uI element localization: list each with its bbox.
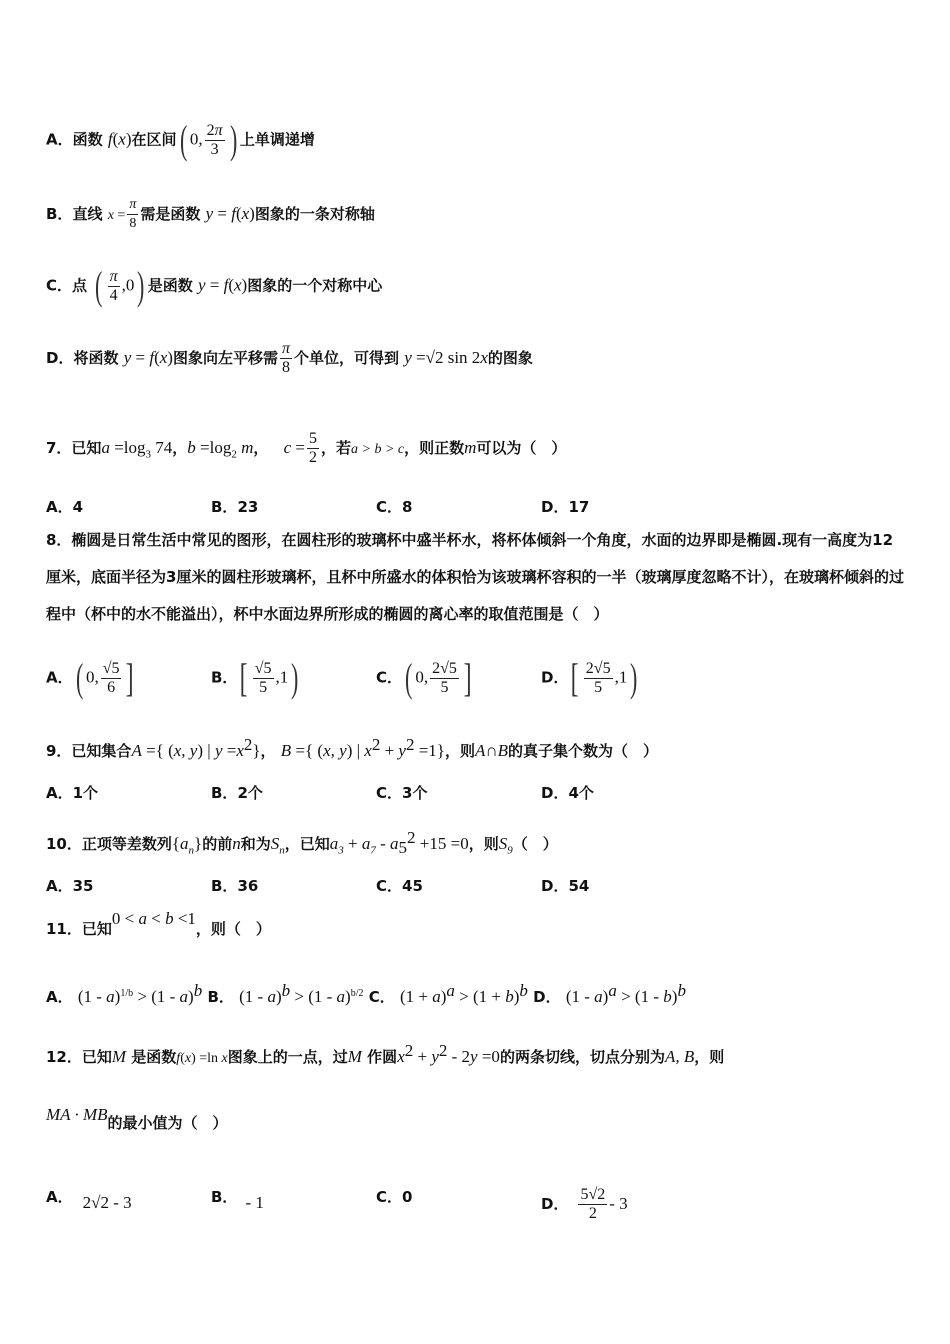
option-text: 函数	[72, 130, 103, 149]
option-label: B．	[207, 988, 234, 1006]
math: > (1 -	[290, 987, 337, 1006]
math: ,1	[275, 667, 289, 687]
q9-option-c	[376, 782, 427, 804]
math: +15 =0	[415, 834, 469, 853]
math: =√2 sin 2	[411, 348, 481, 367]
math: a	[179, 987, 189, 1006]
q7-option-d	[541, 496, 589, 518]
q12-stem: 12．已知M 是函数f(x) =ln x图象上的一点，过M 作圆$x^2 + y^2 - 2y =0$的两条切线，切点分别为A, B，则	[46, 1041, 725, 1066]
math-fraction: $\frac{√5}{6}$	[102, 659, 120, 696]
math: x, y	[173, 741, 198, 760]
math: ,0	[121, 275, 135, 295]
option-label: B．	[211, 498, 238, 516]
question-text: 作圆	[367, 1048, 398, 1066]
math-paren: )	[229, 117, 237, 162]
q12-option-c	[376, 1186, 412, 1208]
math-paren: )	[630, 655, 638, 700]
q9-option-d	[541, 782, 594, 804]
option-value: 45	[402, 877, 423, 895]
question-text: ，则正数	[404, 439, 465, 457]
math: m	[241, 438, 254, 457]
math-bracket: [	[240, 655, 249, 700]
option-label: C．	[376, 784, 403, 802]
math: (	[154, 348, 160, 367]
math: x	[159, 348, 168, 367]
math-fraction: $\frac{2√5}{5}$	[585, 659, 611, 696]
math: f	[176, 1051, 181, 1066]
q10-option-a	[46, 875, 93, 897]
math: x	[397, 1047, 405, 1066]
question-text: 9．已知集合	[46, 742, 132, 760]
math: ={ (	[141, 741, 174, 760]
option-value: 35	[72, 877, 94, 895]
math: $=\log_2$	[195, 438, 237, 461]
math: )	[125, 129, 132, 149]
math: (1 -	[565, 987, 595, 1006]
math: x	[480, 348, 488, 367]
math: B	[280, 741, 292, 760]
math: 0,	[85, 667, 99, 687]
math: M	[347, 1047, 362, 1066]
option-label: C．	[376, 668, 403, 687]
math-fraction: $\frac{\pi}{8}$	[281, 340, 290, 376]
math: <1	[173, 909, 196, 928]
math: ) |	[197, 741, 215, 760]
math: =1}	[414, 741, 445, 760]
math: b	[165, 909, 174, 928]
option-label: A．	[46, 130, 73, 149]
math: x	[184, 1051, 192, 1066]
q12-option-d	[541, 1186, 628, 1223]
q7-option-b	[211, 496, 258, 518]
math-paren: (	[95, 263, 103, 308]
math: )	[241, 275, 248, 295]
math: f	[223, 275, 229, 295]
math-fraction: $\frac{5√2}{2}$	[580, 1186, 606, 1222]
math: b	[187, 438, 196, 457]
math: ={ (	[291, 741, 324, 760]
math: x	[233, 275, 242, 295]
option-value: - 1	[245, 1193, 264, 1212]
math: y	[431, 1047, 439, 1066]
math: $a_7$	[361, 834, 376, 857]
option-value: 17	[568, 498, 590, 516]
math-fraction: $\frac{2\pi}{3}$	[206, 121, 223, 158]
math-fraction: $\frac{√5}{5}$	[254, 659, 272, 696]
option-text: 图象的一条对称轴	[254, 205, 375, 223]
option-label: A．	[46, 668, 73, 687]
option-value: 2个	[237, 784, 263, 802]
option-label: C．	[46, 276, 73, 295]
math: n	[232, 834, 241, 853]
option-text: 在区间	[131, 130, 177, 149]
math: > (1 -	[616, 987, 664, 1006]
math: A	[131, 741, 142, 760]
option-label: D．	[541, 784, 569, 802]
option-label: C．	[376, 1188, 403, 1206]
math: a	[390, 834, 399, 853]
q8-option-d	[541, 655, 641, 700]
question-text: ，	[260, 742, 276, 760]
math: $S_9$	[498, 834, 513, 857]
math: =	[131, 348, 150, 367]
q7-stem	[46, 430, 566, 467]
option-label: D．	[46, 349, 74, 367]
math: }	[252, 741, 261, 760]
math: c	[283, 438, 292, 457]
option-label: B．	[211, 1188, 238, 1206]
question-text: ，则	[468, 835, 499, 853]
math: f	[231, 204, 236, 223]
option-text: 点	[72, 276, 88, 295]
math: )	[114, 987, 121, 1006]
q10-stem: 10．正项等差数列$\{a_n\}$的前n和为$S_n$，已知$a_3 + a_7 - a_5^2 +15 =0$，则$S_9$（ ）	[46, 828, 558, 857]
math: a	[267, 987, 276, 1006]
math-fraction: $\frac{\pi}{4}$	[109, 267, 118, 304]
math: +	[343, 834, 362, 853]
math: (	[228, 275, 234, 295]
math-bracket: [	[571, 655, 580, 700]
question-text: 10．正项等差数列	[46, 835, 172, 853]
math: =0	[477, 1047, 500, 1066]
math-fx: f	[107, 129, 113, 149]
math-fraction: $\frac{5}{2}$	[309, 430, 317, 466]
math: ) =ln	[191, 1051, 222, 1066]
math: 0 <	[111, 909, 139, 928]
math: a	[101, 438, 110, 457]
option-label: D．	[541, 877, 569, 895]
math: $a_3$	[329, 834, 344, 857]
math: -	[375, 834, 391, 853]
math: =	[291, 438, 305, 457]
option-label: B．	[211, 877, 238, 895]
math: f	[149, 348, 155, 367]
option-label: B．	[211, 668, 238, 687]
math-paren: (	[75, 655, 83, 700]
option-label: C．	[376, 877, 403, 895]
q12-option-a	[46, 1186, 132, 1212]
math-paren: (	[405, 655, 413, 700]
math: x	[236, 741, 244, 760]
math: )	[440, 987, 447, 1006]
question-text: （ ）	[512, 835, 558, 853]
math: <	[146, 909, 166, 928]
option-label: A．	[46, 877, 73, 895]
math: =	[113, 208, 126, 223]
math: =	[205, 275, 224, 295]
q12-option-b	[211, 1186, 264, 1212]
math: x	[107, 208, 114, 223]
option-label: A．	[46, 988, 73, 1006]
math: a > b > c	[351, 442, 405, 457]
q10-option-d	[541, 875, 589, 897]
math: > (1 +	[454, 987, 506, 1006]
math-paren: (	[179, 117, 187, 162]
math-paren: )	[137, 263, 145, 308]
question-text: ，若	[321, 439, 352, 457]
math: a	[336, 987, 346, 1006]
question-text: 是函数	[131, 1048, 177, 1066]
math: (1 +	[399, 987, 433, 1006]
math: )	[188, 987, 194, 1006]
q9-stem: 9．已知集合A ={ (x, y) | $y =x^2$}， B ={ (x, y) | $x^2 + y^2 =1$}，则A∩B的真子集个数为（ ）	[46, 735, 659, 760]
math: +	[413, 1047, 432, 1066]
math: y	[214, 741, 223, 760]
math: +	[380, 741, 399, 760]
math-vector: MA · MB	[46, 1105, 108, 1124]
math: ,1	[614, 667, 628, 687]
option-text: 将函数	[73, 349, 119, 367]
q8-option-c	[376, 655, 474, 700]
math: )	[249, 204, 255, 223]
option-text: 图象的一个对称中心	[247, 276, 383, 295]
option-label: D．	[541, 668, 569, 687]
math: x	[221, 1051, 228, 1066]
question-text: 图象上的一点，过	[227, 1048, 348, 1066]
math: y	[205, 204, 214, 223]
q7-option-c	[376, 496, 412, 518]
math: (1 -	[239, 987, 268, 1006]
math: =	[213, 204, 232, 223]
question-text: ，则	[694, 1048, 725, 1066]
math: )	[167, 348, 173, 367]
math: 0,	[415, 667, 429, 687]
math: }	[194, 834, 203, 853]
math: y	[404, 348, 412, 367]
option-value: 8	[402, 498, 413, 516]
math: A	[474, 741, 486, 760]
q8-option-a	[46, 655, 137, 700]
math-fraction: $\frac{\pi}{8}$	[129, 197, 137, 231]
q12-stem-line2	[46, 1105, 228, 1134]
q8-stem: 8．椭圆是日常生活中常见的图形，在圆柱形的玻璃杯中盛半杯水，将杯体倾斜一个角度，水面的边界即是椭圆.现有一高度为12厘米，底面半径为3厘米的圆柱形玻璃杯，且杯中所盛水的体积恰为该玻璃杯容积的一半（玻璃厚度忽略不计），在玻璃杯倾斜的过程中（杯中的水不能溢出），杯中水面边界所形成的椭圆的离心率的取值范围是（ ）	[46, 531, 904, 623]
option-label: B．	[46, 205, 73, 223]
q6-option-b	[46, 196, 375, 233]
math: 2√2 - 3	[82, 1193, 132, 1212]
option-text: 是函数	[147, 276, 193, 295]
q8-option-b	[211, 655, 302, 700]
option-label: A．	[46, 1188, 73, 1206]
question-text: 7．已知	[46, 439, 102, 457]
option-value: 4个	[568, 784, 594, 802]
math: x	[118, 129, 126, 149]
option-label: B．	[211, 784, 238, 802]
q6-option-a	[46, 117, 315, 162]
option-text: 直线	[72, 205, 103, 223]
math: - 2	[447, 1047, 471, 1066]
math: m	[464, 438, 477, 457]
math: b	[663, 987, 672, 1006]
option-value: 0	[402, 1188, 413, 1206]
math: )	[602, 987, 609, 1006]
option-label: D．	[541, 1195, 569, 1213]
q9-option-b	[211, 782, 263, 804]
option-value: 23	[237, 498, 259, 516]
option-text: 上单调递增	[239, 130, 315, 149]
option-label: A．	[46, 498, 73, 516]
math: y	[470, 1047, 478, 1066]
option-text: 需是函数	[140, 205, 201, 223]
q6-option-d	[46, 340, 533, 377]
math: - 3	[609, 1194, 628, 1213]
math-bracket: ]	[126, 655, 135, 700]
math: x, y	[323, 741, 347, 760]
math-bracket: ]	[463, 655, 472, 700]
math: b	[505, 987, 514, 1006]
option-text: 的图象	[487, 349, 533, 367]
question-text: 12．已知	[46, 1048, 112, 1066]
math: $S_n$	[270, 834, 285, 857]
question-text: ，	[253, 439, 269, 457]
q11-stem	[46, 909, 271, 940]
option-label: D．	[541, 498, 569, 516]
math: (	[235, 204, 242, 223]
q10-option-b	[211, 875, 258, 897]
math: $a_n$	[180, 834, 195, 857]
math: )	[671, 987, 678, 1006]
math: B	[497, 741, 509, 760]
question-text: 的最小值为（ ）	[107, 1114, 228, 1132]
question-text: 11．已知	[46, 920, 112, 938]
option-value: 54	[568, 877, 590, 895]
math: a	[106, 987, 115, 1006]
question-text: 的真子集个数为（ ）	[508, 742, 659, 760]
option-label: D．	[533, 988, 561, 1006]
question-text: 和为	[240, 835, 271, 853]
math: M	[111, 1047, 127, 1066]
math: $=\log_3$ 74	[109, 438, 173, 461]
math-paren: )	[291, 655, 299, 700]
q7-option-a	[46, 496, 83, 518]
option-label: A．	[46, 784, 73, 802]
math: y	[197, 275, 206, 295]
option-value: 1个	[72, 784, 99, 802]
q11-options: A． (1 - a)$^{1/b}$ > (1 - a)$^b$ B． (1 - a)$^b$ > (1 - a)$^{b/2}$ C． $(1 + a)^a > (1 + b)^b$ D． (1 - a)$^a$ > (1 - b)$^b$	[46, 981, 686, 1006]
math: ∩	[485, 741, 498, 760]
question-text: ，	[172, 439, 188, 457]
option-value: 3个	[402, 784, 428, 802]
option-text: 个单位，可得到	[294, 349, 400, 367]
math: )	[275, 987, 282, 1006]
math: x	[364, 741, 372, 760]
q10-option-c	[376, 875, 423, 897]
math: x	[241, 204, 250, 223]
question-text: ，则（ ）	[195, 920, 271, 938]
math: > (1 -	[133, 987, 180, 1006]
math: )	[345, 987, 351, 1006]
question-text: 的前	[202, 835, 233, 853]
math: y	[398, 741, 406, 760]
question-text: 可以为（ ）	[476, 439, 567, 457]
math: {	[171, 834, 181, 853]
math: (	[112, 129, 119, 149]
question-text: 的两条切线，切点分别为	[499, 1048, 665, 1066]
option-label: C．	[376, 498, 403, 516]
math: y	[123, 348, 132, 367]
math: (1 -	[77, 987, 107, 1006]
math: )	[513, 987, 520, 1006]
option-value: 4	[72, 498, 84, 516]
option-value: 36	[237, 877, 259, 895]
math: a	[432, 987, 441, 1006]
math: =	[222, 741, 237, 760]
math: a	[138, 909, 147, 928]
question-text: ，则	[444, 742, 475, 760]
math: ) |	[346, 741, 365, 760]
math: (	[180, 1051, 185, 1066]
math: 0,	[189, 129, 203, 149]
math: A, B	[664, 1047, 695, 1066]
q9-option-a	[46, 782, 98, 804]
option-label: C．	[368, 988, 395, 1006]
q6-option-c	[46, 263, 383, 308]
question-text: ，已知	[284, 835, 330, 853]
option-text: 图象向左平移需	[172, 349, 278, 367]
math: a	[594, 987, 603, 1006]
math-fraction: $\frac{2√5}{5}$	[432, 659, 457, 696]
